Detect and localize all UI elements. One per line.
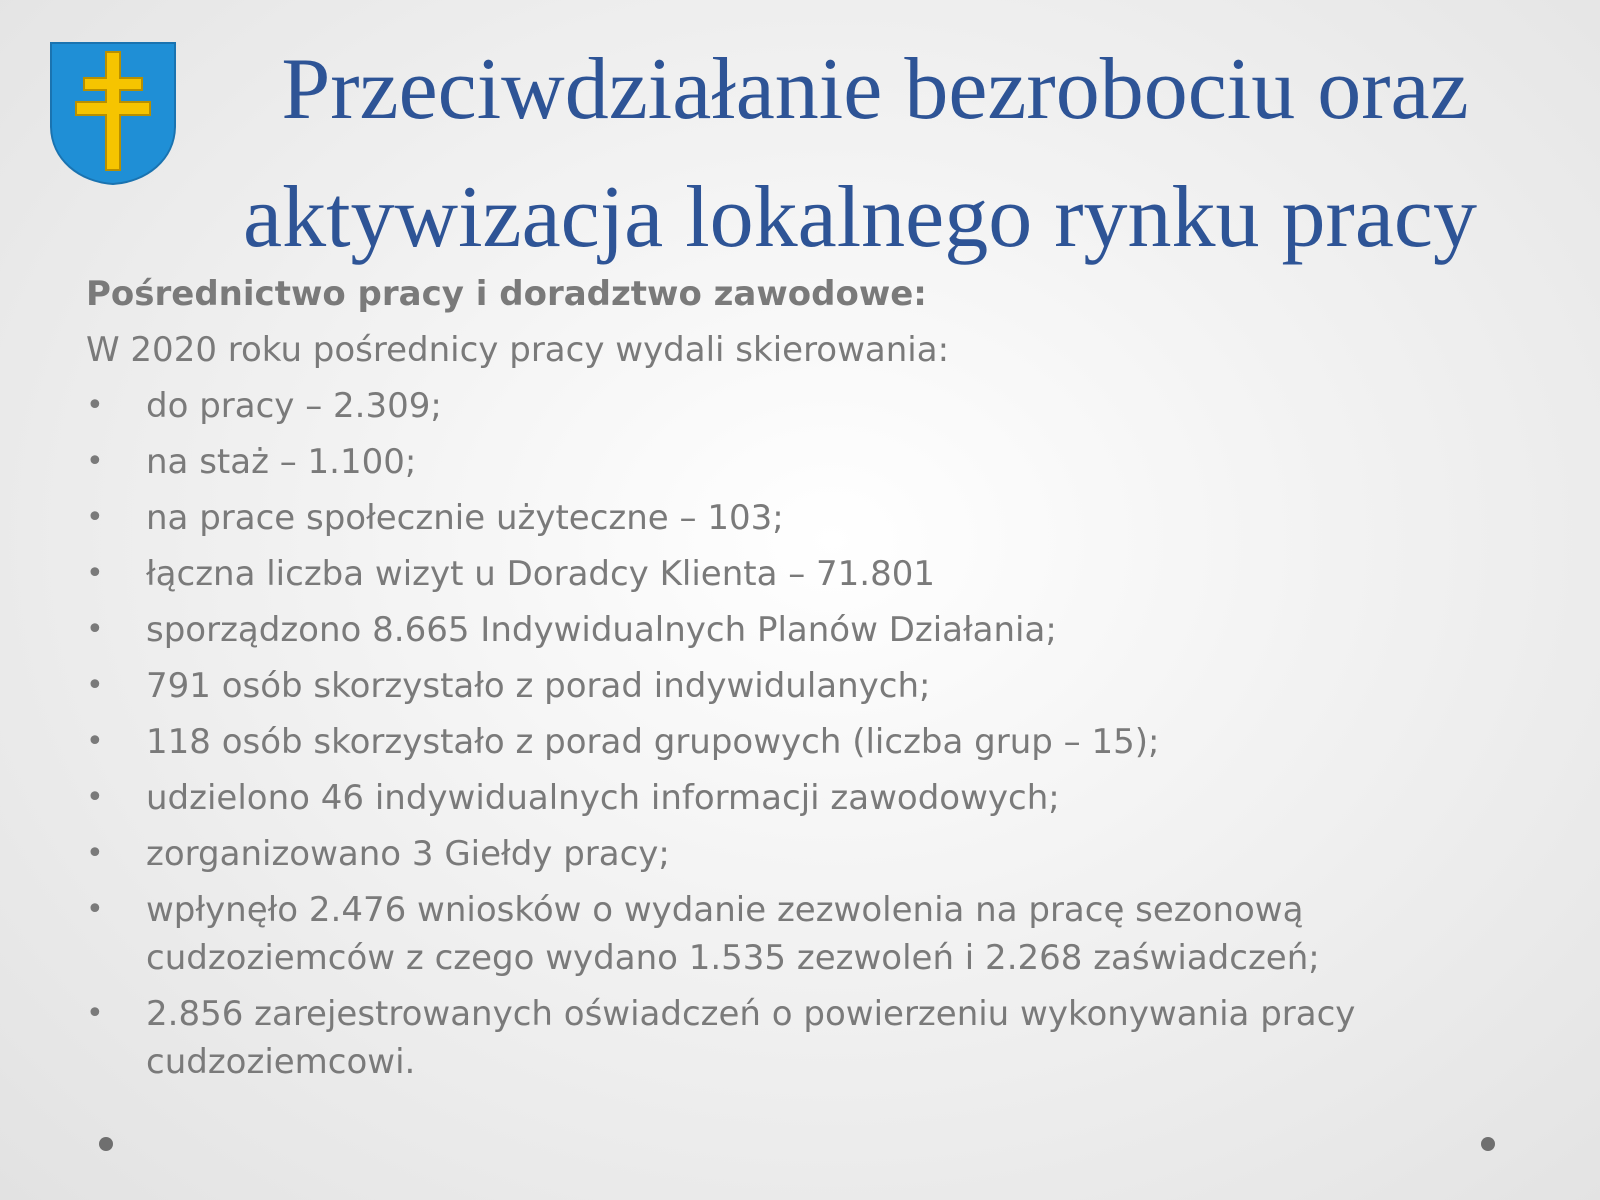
bullet-icon: • (86, 444, 104, 479)
bullet-icon: • (86, 556, 104, 591)
list-item-text: do pracy – 2.309; (146, 386, 442, 426)
intro-text: W 2020 roku pośrednicy pracy wydali skierowania: (86, 330, 950, 370)
bullet-icon: • (86, 836, 104, 871)
list-item-text: sporządzono 8.665 Indywidualnych Planów Działania; (146, 610, 1057, 650)
title-line-1: Przeciwdziałanie bezrobociu oraz (281, 41, 1469, 138)
list-item (86, 546, 1546, 602)
list-item (86, 826, 1546, 882)
bullet-icon: • (86, 780, 104, 815)
list-item-text: łączna liczba wizyt u Doradcy Klienta – 71.801 (146, 554, 936, 594)
list-item-text: na staż – 1.100; (146, 442, 417, 482)
bullet-icon: • (86, 996, 104, 1031)
footer-dot-left (99, 1137, 113, 1151)
section-heading: Pośrednictwo pracy i doradztwo zawodowe: (86, 274, 927, 314)
list-item (86, 986, 1546, 1090)
list-item-text: udzielono 46 indywidualnych informacji zawodowych; (146, 778, 1060, 818)
slide-body (86, 266, 1546, 1090)
title-line-2: aktywizacja lokalnego rynku pracy (243, 169, 1477, 266)
list-item (86, 434, 1546, 490)
list-item (86, 602, 1546, 658)
list-item-text: na prace społecznie użyteczne – 103; (146, 498, 784, 538)
bullet-icon: • (86, 500, 104, 535)
slide-title (150, 26, 1570, 282)
bullet-icon: • (86, 724, 104, 759)
list-item-text: 791 osób skorzystało z porad indywidulanych; (146, 666, 931, 706)
list-item-text: zorganizowano 3 Giełdy pracy; (146, 834, 670, 874)
list-item (86, 378, 1546, 434)
bullet-icon: • (86, 668, 104, 703)
bullet-icon: • (86, 612, 104, 647)
list-item-text: 2.856 zarejestrowanych oświadczeń o powierzeniu wykonywania pracy cudzoziemcowi. (146, 994, 1356, 1082)
bullet-list (86, 378, 1546, 1090)
list-item (86, 490, 1546, 546)
list-item (86, 658, 1546, 714)
list-item (86, 882, 1546, 986)
footer-dot-right (1481, 1137, 1495, 1151)
list-item-text: wpłynęło 2.476 wniosków o wydanie zezwolenia na pracę sezonową cudzoziemców z czego wydano 1.535 zezwoleń i 2.268 zaświadczeń; (146, 890, 1320, 978)
bullet-icon: • (86, 388, 104, 423)
list-item (86, 714, 1546, 770)
list-item-text: 118 osób skorzystało z porad grupowych (liczba grup – 15); (146, 722, 1160, 762)
list-item (86, 770, 1546, 826)
bullet-icon: • (86, 892, 104, 927)
